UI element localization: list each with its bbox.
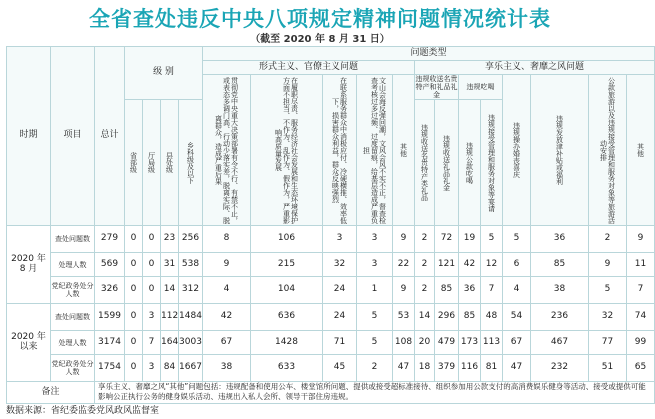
row-hedonism-7: 5 [589,277,627,304]
row-hedonism-3: 42 [459,253,481,277]
row-formalism-1: 8 [203,226,251,253]
row-formalism-2: 636 [251,304,323,331]
item-header: 项目 [51,47,95,226]
row-item-label [51,277,95,304]
row-formalism-1: 9 [203,253,251,277]
row-level-1: 0 [125,277,143,304]
row-level-1: 0 [125,253,143,277]
row-formalism-2: 104 [251,277,323,304]
gift-col-1 [415,100,435,226]
row-formalism-1: 4 [203,277,251,304]
formalism-col-5-label: 其他 [399,143,408,157]
row-level-3: 14 [161,277,179,304]
level-col-2 [143,100,161,226]
formalism-col-4-label: 文山会海反弹回潮，文风会风不实不正，督查检查考核过多过频、过度留痕，给基层造成严重负担 [362,76,387,224]
row-level-4: 1484 [179,304,203,331]
hedonism-header: 享乐主义、奢靡之风问题 [415,61,655,75]
period-header: 时期 [7,47,51,226]
page-title: 全省查处违反中央八项规定精神问题情况统计表 [89,7,551,31]
note-text: 享乐主义、奢靡之风“其他”问题包括：违规配备和使用公车、楼堂馆所问题、提供或接受超标准接待、组织参加用公款支付的高消费娱乐健身等活动、接受或提供可能影响公正执行公务的健身娱乐活动、违规出入私人会所、领导干部住房违规。 [98,381,646,401]
row-hedonism-6: 85 [531,253,589,277]
row-total: 1599 [95,304,125,331]
row-hedonism-5: 67 [503,331,531,355]
row-hedonism-4: 48 [481,304,503,331]
level-col-4 [179,100,203,226]
row-level-4: 538 [179,253,203,277]
row-hedonism-6: 236 [531,304,589,331]
row-formalism-4: 5 [357,331,393,355]
row-formalism-4: 3 [357,226,393,253]
dining-col-2 [481,100,503,226]
row-formalism-3: 71 [323,331,357,355]
gift-header [415,75,459,100]
row-formalism-5: 47 [393,355,415,382]
row-formalism-5: 9 [393,226,415,253]
row-hedonism-2: 379 [435,355,459,382]
stats-table [6,46,655,404]
dining-col-1 [459,100,481,226]
row-item-label-text: 查处问题数 [55,235,90,243]
level-col-3 [161,100,179,226]
row-level-4: 3003 [179,331,203,355]
row-formalism-4: 2 [357,355,393,382]
row-hedonism-2: 121 [435,253,459,277]
hedonism-col-4-label: 其他 [636,143,645,157]
row-level-3: 112 [161,304,179,331]
row-hedonism-8: 74 [627,304,655,331]
row-level-2: 3 [143,304,161,331]
row-hedonism-5: 54 [503,304,531,331]
gift-header-label: 违规收送名贵特产和礼品礼金 [415,75,458,99]
note-cell [95,382,655,404]
formalism-col-2 [251,75,323,226]
row-hedonism-1: 18 [415,355,435,382]
period-label: 2020 年以来 [7,304,51,382]
row-hedonism-2: 72 [435,226,459,253]
level-col-4-label: 乡科级及以下 [186,141,195,184]
formalism-col-1 [203,75,251,226]
gift-col-2 [435,100,459,226]
row-level-1: 0 [125,304,143,331]
row-hedonism-7: 32 [589,304,627,331]
hedonism-col-3 [589,75,627,226]
row-item-label [51,253,95,277]
dining-header [459,75,503,100]
row-hedonism-1: 2 [415,226,435,253]
row-level-3: 84 [161,355,179,382]
formalism-col-2-label: 在履职尽责、服务经济社会发展和生态环境保护方面不担当、不作为、乱作为、假作为，严重影响高质量发展 [274,76,299,224]
row-hedonism-3: 116 [459,355,481,382]
row-hedonism-7: 77 [589,331,627,355]
row-formalism-5: 9 [393,277,415,304]
row-hedonism-4: 5 [481,226,503,253]
row-item-label [51,226,95,253]
row-formalism-3: 24 [323,304,357,331]
row-item-label [51,355,95,382]
row-level-4: 1667 [179,355,203,382]
row-level-2: 7 [143,331,161,355]
dining-header-label: 违规吃喝 [466,83,495,91]
hedonism-col-3-label: 公款旅游以及违规接受管理和服务对象等旅游活动安排 [599,76,616,224]
level-header: 级 别 [125,47,203,100]
row-hedonism-8: 7 [627,277,655,304]
row-formalism-2: 1428 [251,331,323,355]
row-hedonism-3: 19 [459,226,481,253]
row-hedonism-6: 38 [531,277,589,304]
row-formalism-4: 3 [357,253,393,277]
row-hedonism-6: 232 [531,355,589,382]
row-total: 326 [95,277,125,304]
row-hedonism-5: 5 [503,226,531,253]
dining-col-2-label: 违规接受管理和服务对象等宴请 [487,113,496,212]
row-hedonism-8: 65 [627,355,655,382]
row-hedonism-4: 81 [481,355,503,382]
formalism-header: 形式主义、官僚主义问题 [203,61,415,75]
row-hedonism-1: 14 [415,304,435,331]
hedonism-col-2-label: 违规发放津补贴或福利 [555,115,564,185]
row-hedonism-7: 2 [589,226,627,253]
row-formalism-5: 53 [393,304,415,331]
row-formalism-2: 633 [251,355,323,382]
row-hedonism-6: 467 [531,331,589,355]
row-hedonism-4: 12 [481,253,503,277]
hedonism-col-4 [627,75,655,226]
row-hedonism-8: 11 [627,253,655,277]
row-hedonism-7: 51 [589,355,627,382]
row-hedonism-5: 47 [503,355,531,382]
gift-col-2-label: 违规收送礼品礼金 [442,134,451,191]
row-formalism-3: 32 [323,253,357,277]
hedonism-col-1 [503,75,531,226]
row-item-label-text: 党纪政务处分人数 [51,360,94,376]
row-item-label [51,304,95,331]
formalism-col-5 [393,75,415,226]
formalism-col-3 [323,75,357,226]
row-hedonism-2: 296 [435,304,459,331]
hedonism-col-1-label: 违规操办婚丧喜庆 [512,122,521,178]
row-item-label [51,331,95,355]
row-hedonism-8: 99 [627,331,655,355]
row-hedonism-3: 36 [459,277,481,304]
row-formalism-4: 1 [357,277,393,304]
row-hedonism-7: 9 [589,253,627,277]
note-label: 备注 [7,382,95,404]
row-item-label-text: 处理人数 [58,260,87,269]
row-formalism-3: 3 [323,226,357,253]
formalism-col-4 [357,75,393,226]
row-level-2: 0 [143,226,161,253]
row-hedonism-3: 173 [459,331,481,355]
row-total: 279 [95,226,125,253]
row-level-3: 31 [161,253,179,277]
row-formalism-3: 24 [323,277,357,304]
row-item-label-text: 查处问题数 [55,313,90,321]
row-hedonism-5: 4 [503,277,531,304]
row-level-4: 312 [179,277,203,304]
row-hedonism-1: 2 [415,277,435,304]
row-hedonism-4: 7 [481,277,503,304]
hedonism-col-2 [531,75,589,226]
row-formalism-1: 38 [203,355,251,382]
period-label: 2020 年 8 月 [7,226,51,304]
row-total: 1754 [95,355,125,382]
level-col-3-label: 县处级 [165,152,174,173]
row-level-2: 0 [143,277,161,304]
level-col-1 [125,100,143,226]
row-hedonism-6: 36 [531,226,589,253]
row-hedonism-2: 479 [435,331,459,355]
level-col-2-label: 厅局级 [147,152,156,173]
row-total: 569 [95,253,125,277]
row-level-2: 3 [143,355,161,382]
row-formalism-2: 215 [251,253,323,277]
row-item-label-text: 处理人数 [58,338,87,347]
row-formalism-5: 22 [393,253,415,277]
row-hedonism-4: 113 [481,331,503,355]
row-formalism-2: 106 [251,226,323,253]
row-level-3: 23 [161,226,179,253]
row-hedonism-1: 20 [415,331,435,355]
row-level-2: 0 [143,253,161,277]
row-level-3: 164 [161,331,179,355]
row-formalism-3: 45 [323,355,357,382]
row-hedonism-8: 9 [627,226,655,253]
total-header: 总计 [95,47,125,226]
row-total: 3174 [95,331,125,355]
row-formalism-1: 42 [203,304,251,331]
row-formalism-1: 67 [203,331,251,355]
dining-col-1-label: 违规公款吃喝 [465,141,474,184]
formalism-col-3-label: 在联系服务群众中消极应付、冷硬横推、效率低下，损害群众利益，群众反映强烈 [331,76,348,224]
data-source: 数据来源：省纪委监委党风政风监督室 [6,406,160,416]
row-level-1: 0 [125,331,143,355]
problem-type-header: 问题类型 [203,47,655,61]
row-item-label-text: 党纪政务处分人数 [51,282,94,298]
page-subtitle: （截至 2020 年 8 月 31 日） [250,34,390,45]
row-hedonism-1: 2 [415,253,435,277]
gift-col-1-label: 违规收送名贵特产类礼品 [420,124,429,201]
row-level-1: 0 [125,226,143,253]
row-hedonism-2: 85 [435,277,459,304]
level-col-1-label: 省部级 [129,152,138,173]
row-hedonism-3: 85 [459,304,481,331]
row-formalism-4: 5 [357,304,393,331]
row-level-1: 0 [125,355,143,382]
row-hedonism-5: 6 [503,253,531,277]
formalism-col-1-label: 贯彻党中央重大决策部署有令不行、有禁不止，或表态多调门高、行动少落实差，脱离实际、脱离群众，造成严重后果 [214,76,239,224]
row-formalism-5: 108 [393,331,415,355]
row-level-4: 256 [179,226,203,253]
